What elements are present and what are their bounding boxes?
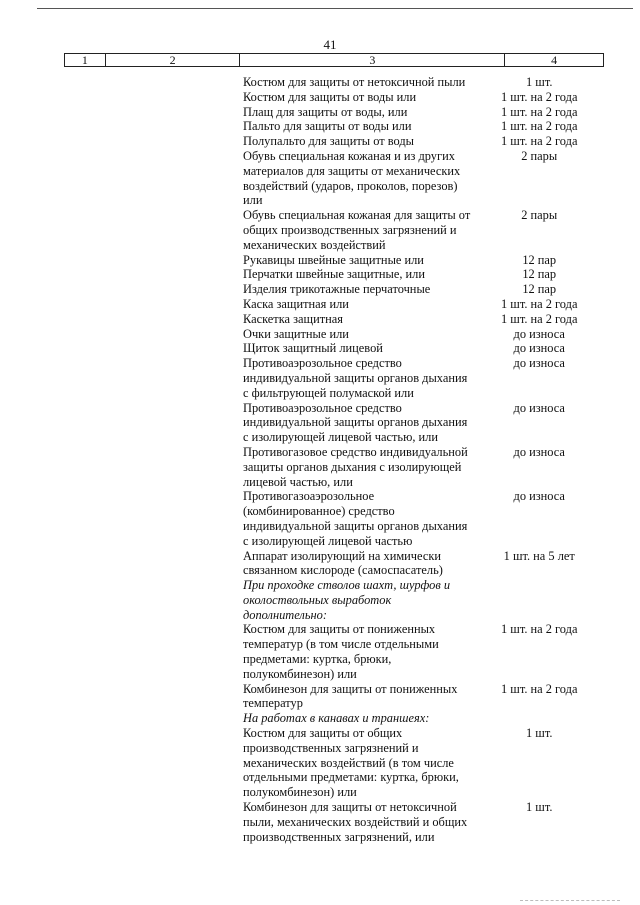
item-name: Обувь специальная кожаная для защиты от общих производственных загрязнений и механических воздействий <box>243 208 471 252</box>
item-quantity: 12 пар <box>522 267 557 282</box>
column-number-4: 4 <box>551 53 558 67</box>
item-name: Полупальто для защиты от воды <box>243 134 414 149</box>
table-row <box>243 356 593 400</box>
item-name: Плащ для защиты от воды, или <box>243 104 408 119</box>
item-name: Очки защитные или <box>243 326 349 341</box>
item-quantity: до износа <box>513 489 565 504</box>
table-row <box>243 267 593 282</box>
table-row <box>243 341 593 356</box>
column-number-3: 3 <box>240 54 505 66</box>
table-row <box>243 149 593 208</box>
table-row <box>243 119 593 134</box>
table-row <box>243 800 593 844</box>
item-quantity: 2 пары <box>521 208 558 223</box>
table-row <box>243 75 593 90</box>
item-name: Костюм для защиты от общих производственных загрязнений и механических воздействий (в том числе отдельными предметами: куртка, брюки, полукомбинезон) или <box>243 726 459 800</box>
table-row <box>243 208 593 252</box>
item-quantity: 12 пар <box>522 252 557 267</box>
item-name: Каскетка защитная <box>243 311 343 326</box>
item-quantity: 2 пары <box>521 148 558 163</box>
table-row <box>243 282 593 297</box>
table-row <box>243 622 593 681</box>
column-number-1: 1 <box>65 54 106 66</box>
item-name: Костюм для защиты от нетоксичной пыли <box>243 75 466 89</box>
table-row <box>243 327 593 342</box>
item-quantity: 1 шт. <box>526 75 553 89</box>
item-name: Пальто для защиты от воды или <box>243 119 412 134</box>
table-body <box>243 75 593 844</box>
item-name: Обувь специальная кожаная и из других материалов для защиты от механических воздействий (ударов, проколов, порезов) или <box>243 148 461 208</box>
item-quantity: до износа <box>513 356 565 371</box>
table-row <box>243 726 593 800</box>
bottom-rule <box>520 900 620 901</box>
table-row <box>243 312 593 327</box>
item-name: Каска защитная или <box>243 296 349 311</box>
top-rule <box>37 8 633 9</box>
item-quantity: 1 шт. на 2 года <box>501 119 578 134</box>
table-row <box>243 682 593 712</box>
table-row <box>243 401 593 445</box>
item-quantity: 1 шт. на 2 года <box>501 104 578 119</box>
section-heading: На работах в канавах и траншеях: <box>243 711 430 726</box>
item-quantity: до износа <box>513 400 565 415</box>
item-quantity: 1 шт. на 2 года <box>501 89 578 104</box>
item-quantity: 1 шт. на 2 года <box>501 681 578 696</box>
item-quantity: до износа <box>513 444 565 459</box>
item-quantity: до износа <box>513 326 565 341</box>
item-name: Перчатки швейные защитные, или <box>243 267 425 282</box>
section-heading: При проходке стволов шахт, шурфов и околоствольных выработок дополнительно: <box>243 578 451 622</box>
table-row <box>243 105 593 120</box>
item-name: Костюм для защиты от пониженных температур (в том числе отдельными предметами: куртка, брюки, полукомбинезон) или <box>243 622 439 681</box>
item-quantity: 1 шт. на 2 года <box>501 622 578 637</box>
table-row <box>243 90 593 105</box>
item-name: Противоаэрозольное средство индивидуальной защиты органов дыхания с фильтрующей полумаской или <box>243 356 468 400</box>
item-quantity: до износа <box>513 341 565 356</box>
item-name: Изделия трикотажные перчаточные <box>243 282 431 297</box>
table-row <box>243 134 593 149</box>
table-row <box>243 253 593 268</box>
table-row <box>243 445 593 489</box>
item-quantity: 1 шт. на 2 года <box>501 296 578 311</box>
item-quantity: 1 шт. на 5 лет <box>503 548 575 563</box>
item-name: Противоаэрозольное средство индивидуальной защиты органов дыхания с изолирующей лицевой частью, или <box>243 400 468 445</box>
item-name: Щиток защитный лицевой <box>243 341 383 356</box>
item-name: Рукавицы швейные защитные или <box>243 252 424 267</box>
table-row <box>243 297 593 312</box>
item-quantity: 12 пар <box>522 282 557 297</box>
item-name: Костюм для защиты от воды или <box>243 89 417 104</box>
item-quantity: 1 шт. на 2 года <box>501 134 578 149</box>
item-name: Аппарат изолирующий на химически связанном кислороде (самоспасатель) <box>243 548 443 578</box>
table-header <box>64 53 604 67</box>
item-name: Противогазоаэрозольное (комбинированное) средство индивидуальной защиты органов дыхания с изолирующей лицевой частью <box>243 489 468 548</box>
item-name: Комбинезон для защиты от пониженных температур <box>243 681 458 711</box>
table-row <box>243 489 593 548</box>
item-quantity: 1 шт. <box>526 800 553 815</box>
item-quantity: 1 шт. на 2 года <box>501 311 578 326</box>
item-quantity: 1 шт. <box>526 726 553 741</box>
item-name: Противогазовое средство индивидуальной защиты органов дыхания с изолирующей лицевой частью, или <box>243 444 468 489</box>
table-row <box>243 549 593 579</box>
column-number-2: 2 <box>106 54 241 66</box>
item-name: Комбинезон для защиты от нетоксичной пыли, механических воздействий и общих производственных загрязнений, или <box>243 800 468 844</box>
page-number: 41 <box>323 37 337 52</box>
